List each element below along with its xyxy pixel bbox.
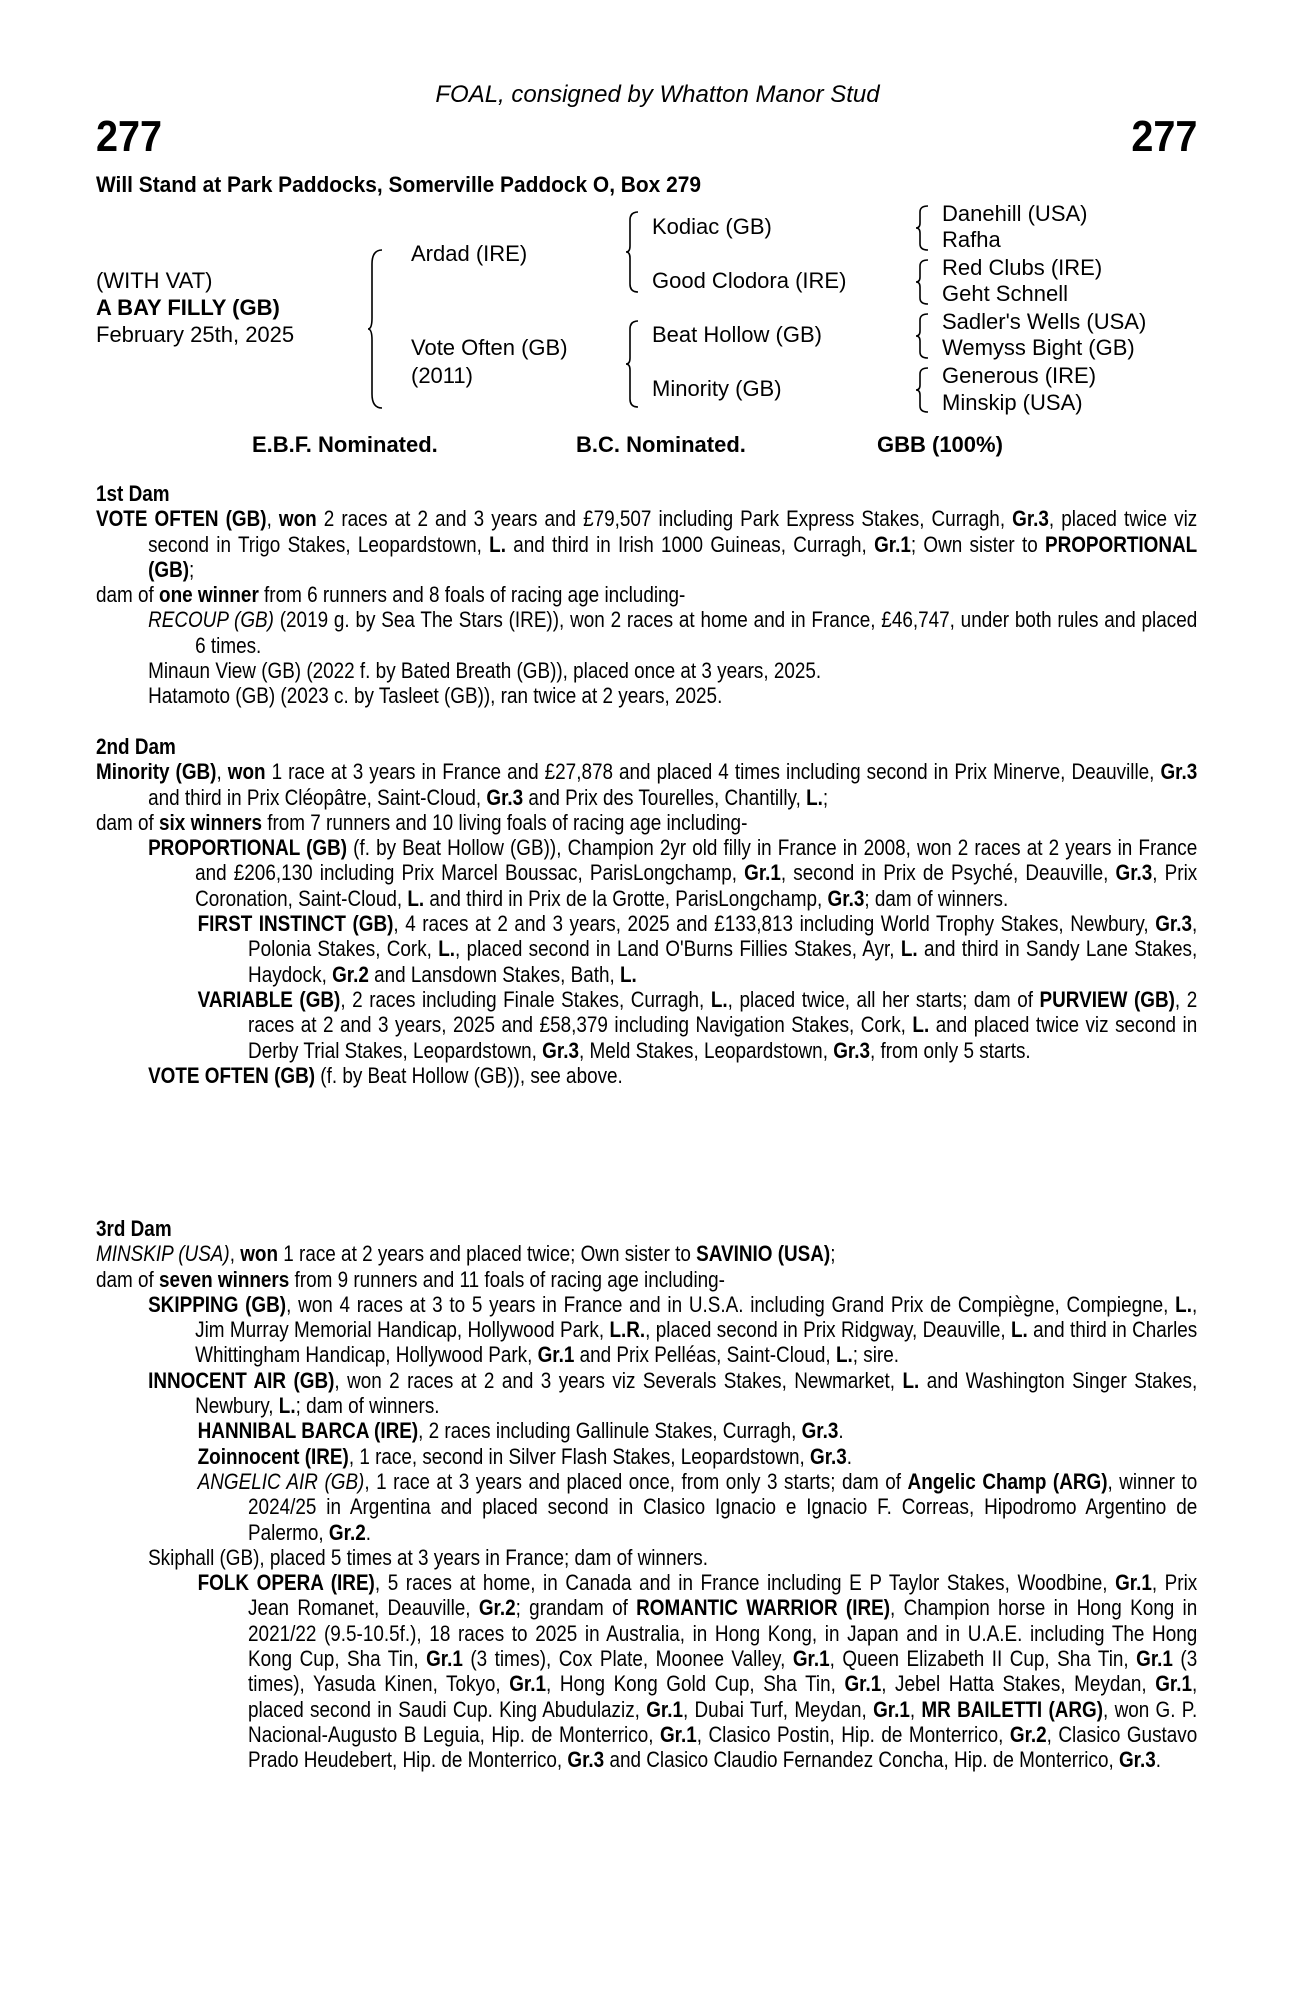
text-run: , 2 races at 2 and 3 years, 2025 and £58,379 including Navigation Stakes, Cork, <box>248 986 1198 1038</box>
bold-text: L. <box>806 784 823 810</box>
produce-record <box>96 987 1197 1063</box>
text-run: , Jebel Hatta Stakes, Meydan, <box>881 1671 1156 1697</box>
bold-text: Gr.3 <box>1012 506 1049 532</box>
bold-text: L. <box>835 1342 853 1368</box>
bold-text: Gr.3 <box>833 1037 870 1063</box>
text-run: and Prix Pelléas, Saint-Cloud, <box>574 1342 836 1368</box>
bold-text: Gr.1 <box>792 1646 830 1672</box>
bold-text: Gr.3 <box>1155 911 1192 937</box>
text-run: Minaun View (GB) (2022 f. by Bated Breath (GB)), placed once at 3 years, 2025. <box>148 658 822 684</box>
produce-record <box>96 582 1197 607</box>
brace-icon <box>916 206 928 250</box>
text-run: , placed second in Land O'Burns Fillies Stakes, Ayr, <box>455 936 901 962</box>
third-dam-section <box>96 1216 1197 1773</box>
bc-nomination: B.C. Nominated. <box>576 432 746 457</box>
bold-text: Gr.1 <box>1136 1646 1173 1672</box>
produce-record <box>96 607 1197 658</box>
text-run: (3 times), Cox Plate, Moonee Valley, <box>462 1646 793 1672</box>
brace-icon <box>626 212 638 292</box>
bold-text: Gr.3 <box>827 885 865 911</box>
stand-location: Will Stand at Park Paddocks, Somerville Paddock O, Box 279 <box>96 172 701 197</box>
bold-text: Gr.3 <box>1160 759 1198 785</box>
brace-icon <box>626 321 638 407</box>
second-dam-section <box>96 734 1197 1088</box>
produce-record <box>96 1570 1197 1772</box>
text-run: and Clasico Claudio Fernandez Concha, Hip. de Monterrico, <box>604 1747 1119 1773</box>
text-run: and Lansdown Stakes, Bath, <box>368 961 620 987</box>
text-run: 1 race at 3 years in France and £27,878 and placed 4 times including second in Prix Minerve, Deauville, <box>265 759 1161 785</box>
bold-text: L. <box>912 1012 930 1038</box>
produce-record <box>96 658 1197 683</box>
bold-text: Gr.1 <box>1115 1570 1152 1596</box>
text-run: , 2 races including Gallinule Stakes, Curragh, <box>418 1418 802 1444</box>
bold-text: Gr.2 <box>332 961 369 987</box>
bold-text: PROPORTIONAL (GB) <box>148 835 348 861</box>
text-run: , 2 races including Finale Stakes, Curragh, <box>340 986 711 1012</box>
text-run: , second in Prix de Psyché, Deauville, <box>780 860 1116 886</box>
brace-icon <box>916 314 928 358</box>
text-run: dam of <box>96 809 160 835</box>
bold-text: Gr.3 <box>486 784 524 810</box>
text-run: , <box>266 506 279 532</box>
bold-text: PROPORTIONAL (GB) <box>148 531 1198 582</box>
text-run: 2 races at 2 and 3 years and £79,507 including Park Express Stakes, Curragh, <box>316 506 1013 532</box>
bold-text: Gr.2 <box>328 1519 366 1545</box>
bold-text: SAVINIO (USA) <box>696 1241 831 1267</box>
text-run: . <box>1155 1747 1162 1773</box>
text-run: from 9 runners and 11 foals of racing age including- <box>289 1266 725 1292</box>
bold-text: L. <box>489 531 506 557</box>
bold-text: HANNIBAL BARCA (IRE) <box>197 1418 419 1444</box>
text-run: from 6 runners and 8 foals of racing age including- <box>258 582 686 608</box>
bold-text: L. <box>438 936 456 962</box>
grandsire: Kodiac (GB) <box>652 214 772 239</box>
produce-record <box>96 1267 1197 1292</box>
produce-record <box>96 759 1197 810</box>
bold-text: Gr.3 <box>810 1443 847 1469</box>
text-run: , Clasico Postin, Hip. de Monterrico, <box>696 1721 1010 1747</box>
bold-text: Gr.1 <box>659 1721 697 1747</box>
text-run: , Dubai Turf, Meydan, <box>682 1696 874 1722</box>
bold-text: Gr.1 <box>426 1646 463 1672</box>
ancestor: Geht Schnell <box>942 281 1068 306</box>
text-run: , won 4 races at 3 to 5 years in France and in U.S.A. including Grand Prix de Compiègne, Compiegne, <box>286 1291 1176 1317</box>
bold-text: L. <box>1175 1291 1192 1317</box>
ancestor: Red Clubs (IRE) <box>942 255 1103 280</box>
sire: Ardad (IRE) <box>411 241 528 266</box>
text-run: ; sire. <box>852 1342 899 1368</box>
bold-text: won <box>240 1241 279 1267</box>
text-run: , placed second in Prix Ridgway, Deauville, <box>645 1317 1011 1343</box>
dam: Vote Often (GB) <box>411 335 568 360</box>
lot-name: A BAY FILLY (GB) <box>96 295 280 320</box>
text-run: , Polonia Stakes, Cork, <box>248 911 1198 962</box>
bold-text: Gr.3 <box>1118 1747 1156 1773</box>
bold-text: won <box>227 759 266 785</box>
damsire: Beat Hollow (GB) <box>652 322 822 347</box>
bold-text: VARIABLE (GB) <box>197 986 341 1012</box>
brace-icon <box>368 250 382 408</box>
text-run: and third in Charles Whittingham Handicap, Hollywood Park, <box>195 1317 1198 1368</box>
bold-text: seven winners <box>159 1266 290 1292</box>
text-run: , Meld Stakes, Leopardstown, <box>578 1037 834 1063</box>
text-run: , won 2 races at 2 and 3 years viz Severals Stakes, Newmarket, <box>334 1367 903 1393</box>
text-run: from 7 runners and 10 living foals of racing age including- <box>261 809 748 835</box>
ancestor: Wemyss Bight (GB) <box>942 335 1135 360</box>
bold-text: one winner <box>159 582 259 608</box>
produce-record <box>96 1063 1197 1088</box>
bold-text: ROMANTIC WARRIOR (IRE) <box>636 1595 891 1621</box>
bold-text: Zoinnocent (IRE) <box>197 1443 349 1469</box>
brace-icon <box>916 260 928 304</box>
text-run: , <box>909 1696 922 1722</box>
text-run: , placed twice, all her starts; dam of <box>727 986 1040 1012</box>
lot-number-left: 277 <box>96 112 163 161</box>
bold-text: L. <box>407 885 425 911</box>
text-run: and Prix des Tourelles, Chantilly, <box>523 784 807 810</box>
bold-text: Gr.1 <box>646 1696 683 1722</box>
text-run: 1 race at 2 years and placed twice; Own sister to <box>278 1241 697 1267</box>
section-heading: 1st Dam <box>96 481 170 506</box>
text-run: and Washington Singer Stakes, Newbury, <box>195 1367 1198 1419</box>
bold-text: Gr.1 <box>874 531 911 557</box>
bold-text: L. <box>710 986 728 1012</box>
foaling-date: February 25th, 2025 <box>96 322 295 347</box>
bold-text: VOTE OFTEN (GB) <box>148 1062 316 1088</box>
text-run: ; <box>830 1241 836 1267</box>
section-heading: 3rd Dam <box>96 1216 172 1241</box>
italic-text: MINSKIP (USA) <box>96 1241 230 1267</box>
vat-note: (WITH VAT) <box>96 268 213 293</box>
text-run: and third in Prix Cléopâtre, Saint-Cloud, <box>148 784 487 810</box>
text-run: , winner to 2024/25 in Argentina and placed second in Clasico Ignacio e Ignacio F. Correas, Hipodromo Argentino de Palermo, <box>248 1468 1198 1545</box>
text-run: Hatamoto (GB) (2023 c. by Tasleet (GB)), ran twice at 2 years, 2025. <box>148 683 723 709</box>
bold-text: L. <box>1010 1317 1028 1343</box>
text-run: . <box>838 1418 844 1444</box>
bold-text: L. <box>278 1393 296 1419</box>
text-run: ; dam of winners. <box>295 1393 440 1419</box>
text-run: and third in Irish 1000 Guineas, Curragh, <box>505 531 875 557</box>
ebf-nomination: E.B.F. Nominated. <box>252 432 438 457</box>
text-run: , Hong Kong Gold Cup, Sha Tin, <box>546 1671 845 1697</box>
text-run: ; Own sister to <box>910 531 1045 557</box>
bold-text: FOLK OPERA (IRE) <box>197 1570 375 1596</box>
bold-text: Gr.2 <box>1009 1721 1047 1747</box>
produce-record <box>96 1368 1197 1419</box>
bold-text: VOTE OFTEN (GB) <box>96 506 267 532</box>
bold-text: L. <box>902 1367 920 1393</box>
text-run: , from only 5 starts. <box>869 1037 1031 1063</box>
gbb-status: GBB (100%) <box>877 432 1003 457</box>
text-run: ; <box>822 784 829 810</box>
bold-text: six winners <box>159 809 262 835</box>
text-run: , Champion horse in Hong Kong in 2021/22 (9.5-10.5f.), 18 races to 2025 in Australia, in Hong Kong, in Japan and in U.A.E. including The Hong Kong Cup, Sha Tin, <box>248 1595 1198 1672</box>
text-run: Skiphall (GB), placed 5 times at 3 years in France; dam of winners. <box>148 1544 708 1570</box>
bold-text: Gr.1 <box>537 1342 575 1368</box>
bold-text: Gr.3 <box>542 1037 579 1063</box>
produce-record <box>96 683 1197 708</box>
text-run: and third in Prix de la Grotte, ParisLongchamp, <box>424 885 828 911</box>
bold-text: L. <box>900 936 918 962</box>
text-run: ; dam of winners. <box>864 885 1009 911</box>
bold-text: FIRST INSTINCT (GB) <box>197 911 394 937</box>
bold-text: INNOCENT AIR (GB) <box>148 1367 335 1393</box>
text-run: , <box>229 1241 241 1267</box>
produce-record <box>96 1241 1197 1266</box>
bold-text: Angelic Champ (ARG) <box>907 1468 1108 1494</box>
text-run: , 4 races at 2 and 3 years, 2025 and £133,813 including World Trophy Stakes, Newbury, <box>393 911 1156 937</box>
text-run: . <box>365 1519 371 1545</box>
bold-text: won <box>278 506 317 532</box>
second-dam: Minority (GB) <box>652 376 782 401</box>
bold-text: Gr.1 <box>1155 1671 1192 1697</box>
ancestor: Rafha <box>942 227 1001 252</box>
bold-text: Gr.1 <box>744 860 781 886</box>
italic-text: RECOUP (GB) <box>148 607 274 633</box>
produce-record <box>96 1469 1197 1545</box>
first-dam-section <box>96 481 1197 709</box>
ancestor: Danehill (USA) <box>942 201 1088 226</box>
text-run: dam of <box>96 582 160 608</box>
text-run: , <box>216 759 228 785</box>
text-run: . <box>846 1443 853 1469</box>
lot-number-right: 277 <box>1130 112 1197 161</box>
bold-text: Minority (GB) <box>96 759 217 785</box>
text-run: (f. by Beat Hollow (GB)), see above. <box>315 1062 623 1088</box>
produce-record <box>96 911 1197 987</box>
brace-icon <box>916 368 928 412</box>
text-run: , 1 race at 3 years and placed once, from only 3 starts; dam of <box>364 1468 908 1494</box>
text-run: (f. by Beat Hollow (GB)), Champion 2yr old filly in France in 2008, won 2 races at 2 years in France and £206,130 including Prix Marcel Boussac, ParisLongchamp, <box>195 835 1198 886</box>
text-run: , won G. P. Nacional-Augusto B Leguia, Hip. de Monterrico, <box>248 1696 1198 1747</box>
bold-text: Gr.3 <box>1115 860 1153 886</box>
text-run: dam of <box>96 1266 160 1292</box>
ancestor: Sadler's Wells (USA) <box>942 309 1147 334</box>
granddam: Good Clodora (IRE) <box>652 268 847 293</box>
text-run: , Prix Coronation, Saint-Cloud, <box>195 860 1198 911</box>
bold-text: Gr.1 <box>844 1671 882 1697</box>
consignor-line: FOAL, consigned by Whatton Manor Stud <box>435 81 880 108</box>
text-run: ; grandam of <box>515 1595 637 1621</box>
ancestor: Minskip (USA) <box>942 390 1083 415</box>
produce-record <box>96 1418 1197 1443</box>
ancestor: Generous (IRE) <box>942 363 1097 388</box>
bold-text: L. <box>619 961 637 987</box>
text-run: , placed twice viz second in Trigo Stakes, Leopardstown, <box>148 506 1198 557</box>
text-run: and third in Sandy Lane Stakes, Haydock, <box>248 936 1198 987</box>
produce-record <box>96 1444 1197 1469</box>
section-heading: 2nd Dam <box>96 734 176 759</box>
bold-text: Gr.3 <box>801 1418 839 1444</box>
bold-text: Gr.3 <box>567 1747 605 1773</box>
bold-text: PURVIEW (GB) <box>1039 986 1175 1012</box>
text-run: (2019 g. by Sea The Stars (IRE)), won 2 races at home and in France, £46,747, under both rules and placed 6 times. <box>195 607 1198 658</box>
text-run: , Queen Elizabeth II Cup, Sha Tin, <box>829 1646 1137 1672</box>
text-run: and placed twice viz second in Derby Trial Stakes, Leopardstown, <box>248 1012 1198 1063</box>
text-run: , 5 races at home, in Canada and in France including E P Taylor Stakes, Woodbine, <box>374 1570 1116 1596</box>
bold-text: Gr.1 <box>509 1671 547 1697</box>
text-run: , placed second in Saudi Cup. King Abudulaziz, <box>248 1671 1198 1722</box>
produce-record <box>96 506 1197 582</box>
bold-text: SKIPPING (GB) <box>148 1291 287 1317</box>
text-run: , Prix Jean Romanet, Deauville, <box>248 1570 1198 1621</box>
dam-year: (2011) <box>411 363 473 388</box>
bold-text: Gr.2 <box>478 1595 516 1621</box>
produce-record <box>96 835 1197 911</box>
produce-record <box>96 1545 1197 1570</box>
bold-text: MR BAILETTI (ARG) <box>921 1696 1104 1722</box>
bold-text: L.R. <box>609 1317 646 1343</box>
text-run: (3 times), Yasuda Kinen, Tokyo, <box>248 1646 1198 1697</box>
text-run: , 1 race, second in Silver Flash Stakes, Leopardstown, <box>348 1443 811 1469</box>
bold-text: Gr.1 <box>873 1696 910 1722</box>
produce-record <box>96 810 1197 835</box>
text-run: , Clasico Gustavo Prado Heudebert, Hip. de Monterrico, <box>248 1721 1198 1773</box>
italic-text: ANGELIC AIR (GB) <box>197 1468 365 1494</box>
text-run: ; <box>189 556 195 582</box>
text-run: , Jim Murray Memorial Handicap, Hollywood Park, <box>195 1291 1198 1343</box>
produce-record <box>96 1292 1197 1368</box>
